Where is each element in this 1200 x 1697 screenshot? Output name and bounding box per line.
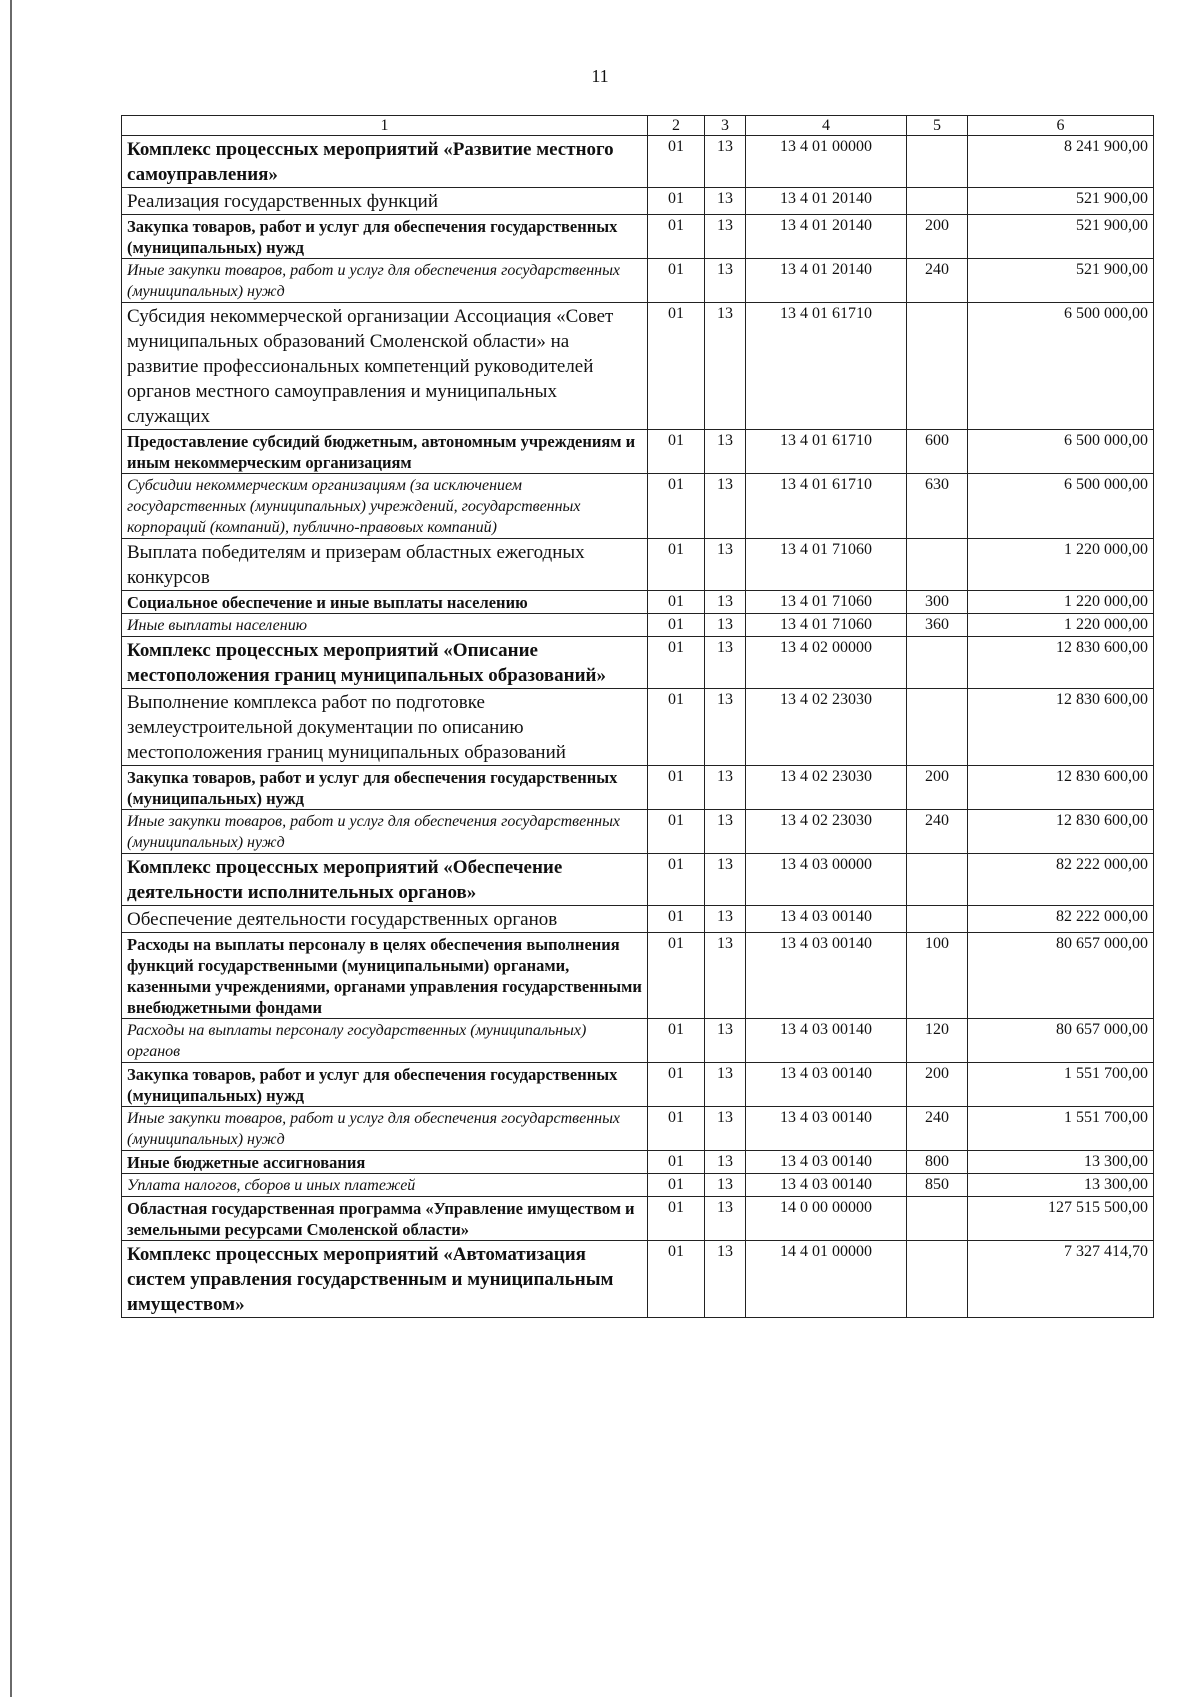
row-target-code: 13 4 03 00140 (746, 1019, 907, 1063)
row-amount: 1 551 700,00 (968, 1107, 1154, 1151)
row-amount: 6 500 000,00 (968, 474, 1154, 539)
table-row (122, 906, 1154, 933)
row-amount: 8 241 900,00 (968, 136, 1154, 188)
row-section: 01 (648, 1174, 705, 1197)
row-target-code: 13 4 03 00140 (746, 1063, 907, 1107)
row-amount: 7 327 414,70 (968, 1241, 1154, 1318)
header-col-2: 2 (648, 116, 705, 136)
row-section: 01 (648, 689, 705, 766)
row-section: 01 (648, 591, 705, 614)
row-name: Предоставление субсидий бюджетным, автономным учреждениям и иным некоммерческим организациям (122, 430, 648, 474)
table-row (122, 1241, 1154, 1318)
row-section: 01 (648, 810, 705, 854)
row-section: 01 (648, 539, 705, 591)
row-section: 01 (648, 215, 705, 259)
row-expense-type: 360 (907, 614, 968, 637)
row-target-code: 13 4 02 23030 (746, 810, 907, 854)
row-name: Уплата налогов, сборов и иных платежей (122, 1174, 648, 1197)
row-subsection: 13 (705, 303, 746, 430)
row-target-code: 13 4 02 00000 (746, 637, 907, 689)
row-amount: 12 830 600,00 (968, 637, 1154, 689)
header-col-3: 3 (705, 116, 746, 136)
row-amount: 82 222 000,00 (968, 906, 1154, 933)
row-amount: 521 900,00 (968, 259, 1154, 303)
table-row (122, 215, 1154, 259)
table-row (122, 1197, 1154, 1241)
row-expense-type (907, 689, 968, 766)
row-amount: 1 220 000,00 (968, 614, 1154, 637)
header-col-6: 6 (968, 116, 1154, 136)
row-amount: 1 220 000,00 (968, 539, 1154, 591)
row-expense-type: 240 (907, 810, 968, 854)
row-subsection: 13 (705, 188, 746, 215)
row-amount: 1 551 700,00 (968, 1063, 1154, 1107)
row-expense-type (907, 906, 968, 933)
header-col-4: 4 (746, 116, 907, 136)
row-amount: 12 830 600,00 (968, 766, 1154, 810)
row-target-code: 13 4 01 20140 (746, 259, 907, 303)
row-name: Субсидии некоммерческим организациям (за исключением государственных (муниципальных) учреждений, государственных корпораций (компаний), публично-правовых компаний) (122, 474, 648, 539)
row-target-code: 13 4 01 71060 (746, 591, 907, 614)
row-section: 01 (648, 854, 705, 906)
row-target-code: 14 4 01 00000 (746, 1241, 907, 1318)
row-section: 01 (648, 1019, 705, 1063)
row-target-code: 14 0 00 00000 (746, 1197, 907, 1241)
page-number: 11 (591, 66, 609, 86)
table-row (122, 188, 1154, 215)
row-name: Социальное обеспечение и иные выплаты населению (122, 591, 648, 614)
row-name: Комплекс процессных мероприятий «Описание местоположения границ муниципальных образований» (122, 637, 648, 689)
row-target-code: 13 4 02 23030 (746, 766, 907, 810)
row-expense-type: 240 (907, 259, 968, 303)
table-row (122, 474, 1154, 539)
row-name: Закупка товаров, работ и услуг для обеспечения государственных (муниципальных) нужд (122, 215, 648, 259)
table-row (122, 1019, 1154, 1063)
row-subsection: 13 (705, 1197, 746, 1241)
row-amount: 13 300,00 (968, 1174, 1154, 1197)
table-row (122, 614, 1154, 637)
row-section: 01 (648, 933, 705, 1019)
table-row (122, 1063, 1154, 1107)
row-subsection: 13 (705, 1174, 746, 1197)
row-name: Обеспечение деятельности государственных органов (122, 906, 648, 933)
row-expense-type (907, 1197, 968, 1241)
row-target-code: 13 4 01 71060 (746, 614, 907, 637)
row-amount: 12 830 600,00 (968, 810, 1154, 854)
row-name: Иные закупки товаров, работ и услуг для обеспечения государственных (муниципальных) нужд (122, 259, 648, 303)
table-row (122, 1151, 1154, 1174)
row-subsection: 13 (705, 591, 746, 614)
row-target-code: 13 4 01 61710 (746, 474, 907, 539)
row-expense-type: 240 (907, 1107, 968, 1151)
row-amount: 80 657 000,00 (968, 1019, 1154, 1063)
row-subsection: 13 (705, 215, 746, 259)
row-section: 01 (648, 136, 705, 188)
row-section: 01 (648, 1197, 705, 1241)
table-row (122, 136, 1154, 188)
row-subsection: 13 (705, 906, 746, 933)
table-row (122, 259, 1154, 303)
row-amount: 80 657 000,00 (968, 933, 1154, 1019)
table-row (122, 637, 1154, 689)
row-section: 01 (648, 766, 705, 810)
table-row (122, 766, 1154, 810)
row-amount: 6 500 000,00 (968, 303, 1154, 430)
row-amount: 521 900,00 (968, 188, 1154, 215)
row-subsection: 13 (705, 689, 746, 766)
row-name: Комплекс процессных мероприятий «Обеспечение деятельности исполнительных органов» (122, 854, 648, 906)
row-name: Реализация государственных функций (122, 188, 648, 215)
row-subsection: 13 (705, 810, 746, 854)
row-expense-type (907, 188, 968, 215)
row-target-code: 13 4 03 00140 (746, 933, 907, 1019)
row-target-code: 13 4 01 20140 (746, 215, 907, 259)
table-row (122, 1174, 1154, 1197)
row-expense-type: 600 (907, 430, 968, 474)
row-target-code: 13 4 03 00140 (746, 1151, 907, 1174)
row-name: Иные бюджетные ассигнования (122, 1151, 648, 1174)
row-amount: 13 300,00 (968, 1151, 1154, 1174)
row-name: Выполнение комплекса работ по подготовке землеустроительной документации по описанию местоположения границ муниципальных образований (122, 689, 648, 766)
row-expense-type: 800 (907, 1151, 968, 1174)
table-row (122, 689, 1154, 766)
row-subsection: 13 (705, 539, 746, 591)
row-subsection: 13 (705, 854, 746, 906)
row-section: 01 (648, 430, 705, 474)
row-section: 01 (648, 1241, 705, 1318)
row-target-code: 13 4 03 00140 (746, 1107, 907, 1151)
row-amount: 6 500 000,00 (968, 430, 1154, 474)
row-section: 01 (648, 637, 705, 689)
row-section: 01 (648, 906, 705, 933)
row-target-code: 13 4 01 71060 (746, 539, 907, 591)
row-subsection: 13 (705, 1151, 746, 1174)
row-expense-type (907, 136, 968, 188)
row-amount: 1 220 000,00 (968, 591, 1154, 614)
row-name: Расходы на выплаты персоналу в целях обеспечения выполнения функций государственными (муниципальными) органами, казенными учреждениями, органами управления государственными внебюджетными фондами (122, 933, 648, 1019)
row-target-code: 13 4 01 00000 (746, 136, 907, 188)
row-subsection: 13 (705, 766, 746, 810)
table-header-row (122, 116, 1154, 136)
row-target-code: 13 4 03 00000 (746, 854, 907, 906)
row-section: 01 (648, 188, 705, 215)
table-row (122, 591, 1154, 614)
row-name: Иные выплаты населению (122, 614, 648, 637)
row-section: 01 (648, 1151, 705, 1174)
row-subsection: 13 (705, 933, 746, 1019)
row-subsection: 13 (705, 614, 746, 637)
row-name: Закупка товаров, работ и услуг для обеспечения государственных (муниципальных) нужд (122, 1063, 648, 1107)
row-expense-type (907, 539, 968, 591)
row-target-code: 13 4 01 61710 (746, 430, 907, 474)
row-section: 01 (648, 1063, 705, 1107)
row-name: Закупка товаров, работ и услуг для обеспечения государственных (муниципальных) нужд (122, 766, 648, 810)
row-amount: 12 830 600,00 (968, 689, 1154, 766)
row-section: 01 (648, 1107, 705, 1151)
row-subsection: 13 (705, 1241, 746, 1318)
row-subsection: 13 (705, 474, 746, 539)
row-section: 01 (648, 259, 705, 303)
row-expense-type (907, 637, 968, 689)
table-row (122, 1107, 1154, 1151)
row-subsection: 13 (705, 1019, 746, 1063)
row-name: Областная государственная программа «Управление имуществом и земельными ресурсами Смоленской области» (122, 1197, 648, 1241)
row-amount: 82 222 000,00 (968, 854, 1154, 906)
table-row (122, 854, 1154, 906)
row-name: Иные закупки товаров, работ и услуг для обеспечения государственных (муниципальных) нужд (122, 1107, 648, 1151)
row-subsection: 13 (705, 1063, 746, 1107)
budget-table (121, 115, 1154, 1318)
row-name: Комплекс процессных мероприятий «Автоматизация систем управления государственным и муниципальным имуществом» (122, 1241, 648, 1318)
row-name: Выплата победителям и призерам областных ежегодных конкурсов (122, 539, 648, 591)
row-expense-type: 300 (907, 591, 968, 614)
row-name: Расходы на выплаты персоналу государственных (муниципальных) органов (122, 1019, 648, 1063)
row-expense-type: 120 (907, 1019, 968, 1063)
row-expense-type: 200 (907, 766, 968, 810)
scan-edge-line (10, 0, 12, 1697)
table-row (122, 933, 1154, 1019)
row-expense-type: 200 (907, 1063, 968, 1107)
row-target-code: 13 4 03 00140 (746, 906, 907, 933)
row-expense-type: 200 (907, 215, 968, 259)
row-subsection: 13 (705, 430, 746, 474)
row-name: Комплекс процессных мероприятий «Развитие местного самоуправления» (122, 136, 648, 188)
row-expense-type: 630 (907, 474, 968, 539)
row-expense-type (907, 303, 968, 430)
row-expense-type (907, 854, 968, 906)
row-amount: 127 515 500,00 (968, 1197, 1154, 1241)
row-expense-type (907, 1241, 968, 1318)
table-row (122, 810, 1154, 854)
row-target-code: 13 4 03 00140 (746, 1174, 907, 1197)
row-target-code: 13 4 01 20140 (746, 188, 907, 215)
table-row (122, 539, 1154, 591)
row-target-code: 13 4 02 23030 (746, 689, 907, 766)
row-subsection: 13 (705, 1107, 746, 1151)
row-section: 01 (648, 303, 705, 430)
row-target-code: 13 4 01 61710 (746, 303, 907, 430)
table-row (122, 430, 1154, 474)
row-expense-type: 100 (907, 933, 968, 1019)
row-section: 01 (648, 614, 705, 637)
row-subsection: 13 (705, 259, 746, 303)
table-row (122, 303, 1154, 430)
header-col-5: 5 (907, 116, 968, 136)
row-name: Субсидия некоммерческой организации Ассоциация «Совет муниципальных образований Смоленской области» на развитие профессиональных компетенций руководителей органов местного самоуправления и муниципальных служащих (122, 303, 648, 430)
header-col-1: 1 (122, 116, 648, 136)
row-expense-type: 850 (907, 1174, 968, 1197)
row-subsection: 13 (705, 637, 746, 689)
row-subsection: 13 (705, 136, 746, 188)
row-name: Иные закупки товаров, работ и услуг для обеспечения государственных (муниципальных) нужд (122, 810, 648, 854)
row-amount: 521 900,00 (968, 215, 1154, 259)
row-section: 01 (648, 474, 705, 539)
